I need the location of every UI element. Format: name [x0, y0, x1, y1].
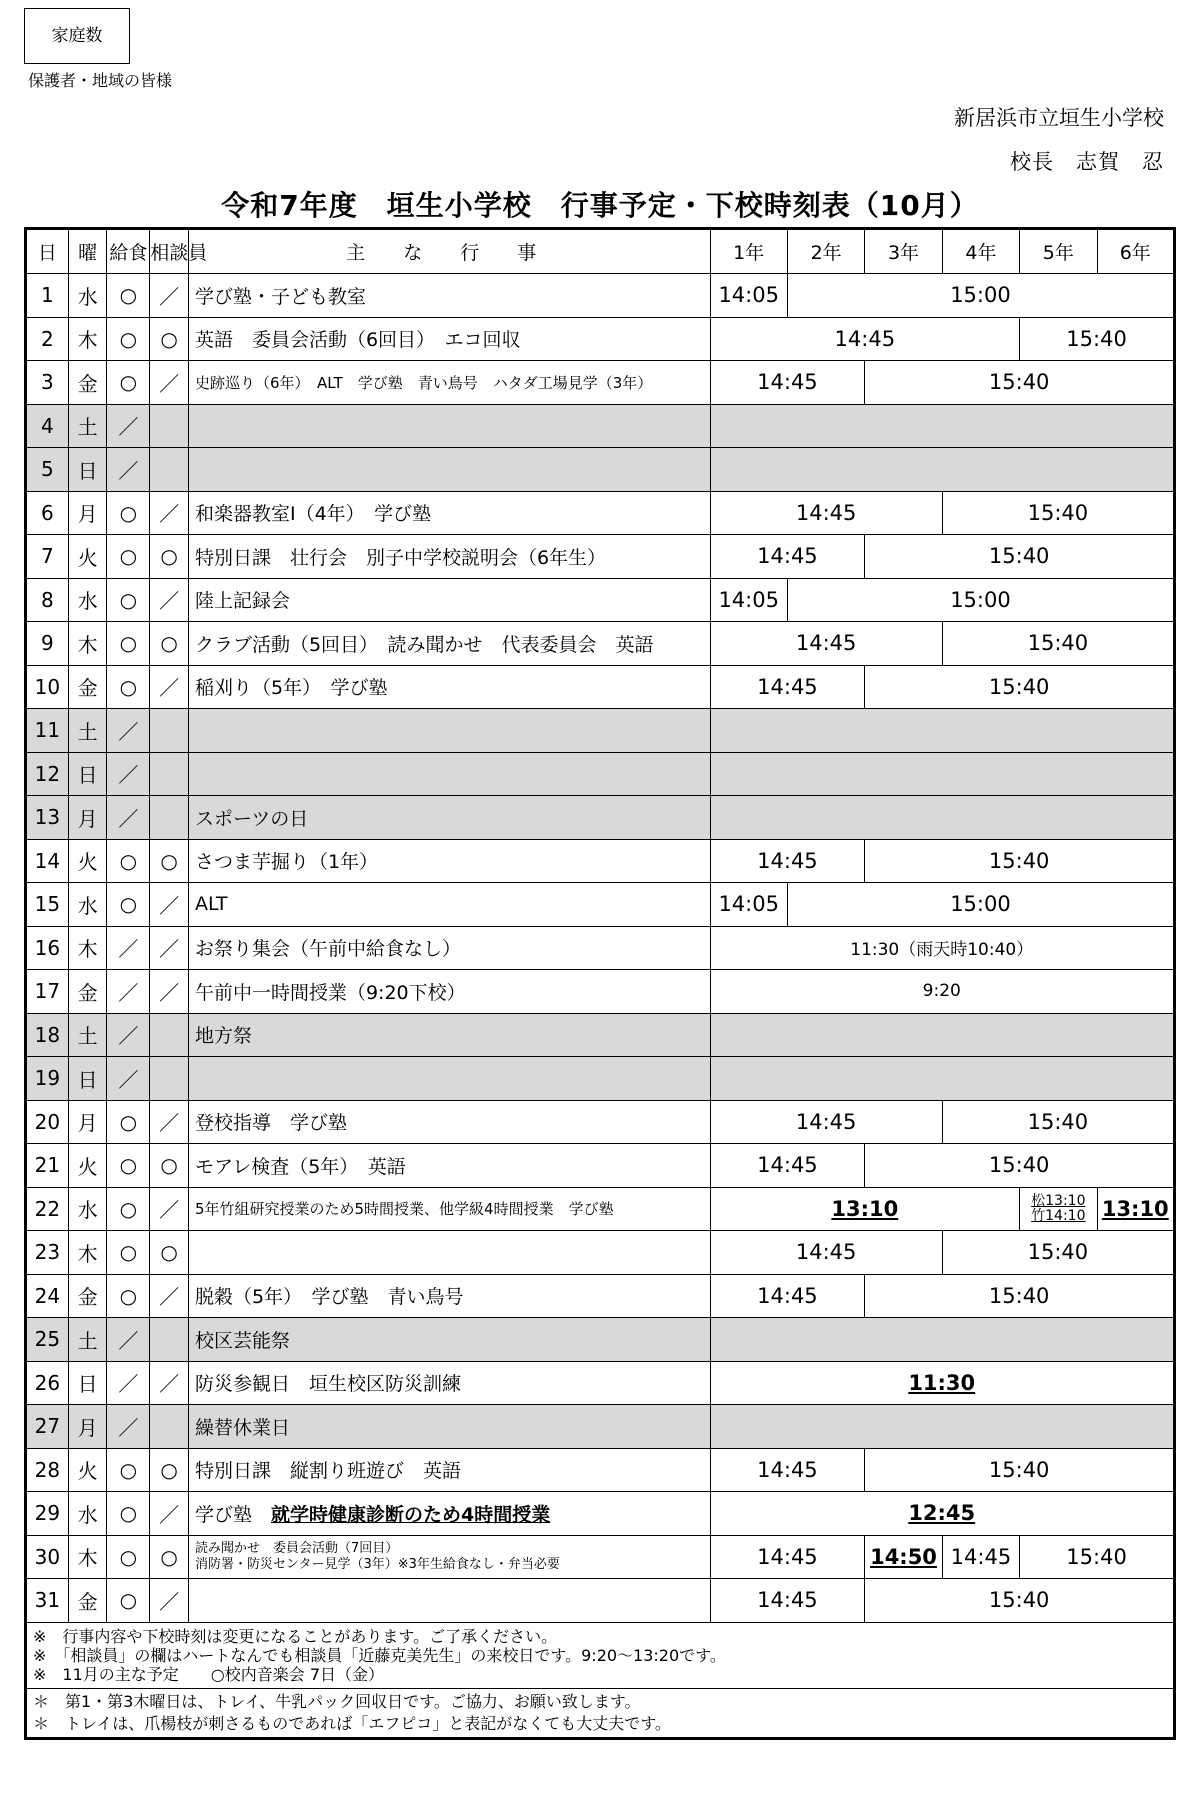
- time-cell: 15:40: [1020, 317, 1175, 361]
- table-row: [26, 1144, 1175, 1188]
- event-cell: 5年竹組研究授業のため5時間授業、他学級4時間授業 学び塾: [188, 1187, 710, 1231]
- weekday-cell: 日: [68, 448, 107, 492]
- counselor-cell: ○: [150, 317, 189, 361]
- weekday-cell: 木: [68, 317, 107, 361]
- day-cell: 4: [26, 404, 69, 448]
- weekday-cell: 水: [68, 578, 107, 622]
- counselor-cell: ／: [150, 1492, 189, 1536]
- time-cell: 15:00: [787, 883, 1174, 927]
- table-row: [26, 883, 1175, 927]
- table-row: [26, 317, 1175, 361]
- time-cell: [710, 709, 1175, 753]
- event-cell: 地方祭: [188, 1013, 710, 1057]
- time-cell: 14:45: [710, 1100, 942, 1144]
- day-cell: 26: [26, 1361, 69, 1405]
- time-cell: 14:50: [865, 1535, 942, 1579]
- header-row: [26, 229, 1175, 274]
- counselor-cell: [150, 709, 189, 753]
- counselor-cell: ／: [150, 1100, 189, 1144]
- table-row: [26, 1187, 1175, 1231]
- day-cell: 9: [26, 622, 69, 666]
- col-grade-3: 3年: [865, 229, 942, 274]
- time-cell-split: [1020, 1187, 1097, 1231]
- weekday-cell: 金: [68, 361, 107, 405]
- time-cell: 14:45: [710, 317, 1020, 361]
- table-row: [26, 361, 1175, 405]
- weekday-cell: 水: [68, 883, 107, 927]
- day-cell: 22: [26, 1187, 69, 1231]
- weekday-cell: 日: [68, 1057, 107, 1101]
- col-counselor: 相談員: [150, 229, 189, 274]
- lunch-cell: ／: [107, 709, 150, 753]
- time-cell: 13:10: [1097, 1187, 1174, 1231]
- weekday-cell: 火: [68, 839, 107, 883]
- distribution-tag: 家庭数: [24, 8, 130, 64]
- event-cell: 登校指導 学び塾: [188, 1100, 710, 1144]
- table-row: [26, 1448, 1175, 1492]
- day-cell: 25: [26, 1318, 69, 1362]
- counselor-cell: [150, 448, 189, 492]
- day-cell: 13: [26, 796, 69, 840]
- counselor-cell: ／: [150, 578, 189, 622]
- table-row: [26, 1013, 1175, 1057]
- counselor-cell: [150, 1013, 189, 1057]
- counselor-cell: ／: [150, 665, 189, 709]
- day-cell: 15: [26, 883, 69, 927]
- lunch-cell: ○: [107, 1535, 150, 1579]
- weekday-cell: 金: [68, 970, 107, 1014]
- table-row: [26, 796, 1175, 840]
- lunch-cell: ○: [107, 1187, 150, 1231]
- time-cell: 14:45: [710, 1144, 865, 1188]
- day-cell: 20: [26, 1100, 69, 1144]
- weekday-cell: 水: [68, 1492, 107, 1536]
- lunch-cell: ○: [107, 1144, 150, 1188]
- event-cell: [188, 1492, 710, 1536]
- table-row: [26, 491, 1175, 535]
- time-cell: 15:00: [787, 578, 1174, 622]
- note-line: ※ 行事内容や下校時刻は変更になることがあります。ご了承ください。: [33, 1626, 558, 1646]
- counselor-cell: [150, 404, 189, 448]
- weekday-cell: 月: [68, 1405, 107, 1449]
- counselor-cell: ○: [150, 535, 189, 579]
- col-grade-6: 6年: [1097, 229, 1174, 274]
- counselor-cell: ○: [150, 622, 189, 666]
- day-cell: 1: [26, 274, 69, 318]
- event-cell: [188, 1579, 710, 1623]
- recycling-notes: [26, 1688, 1175, 1738]
- lunch-cell: ○: [107, 1274, 150, 1318]
- lunch-cell: ／: [107, 404, 150, 448]
- schedule-table: [24, 227, 1176, 1740]
- weekday-cell: 木: [68, 1535, 107, 1579]
- lunch-cell: ／: [107, 1361, 150, 1405]
- note-line: ※ 11月の主な予定 ○校内音楽会 7日（金）: [33, 1664, 384, 1684]
- time-cell: 14:05: [710, 578, 787, 622]
- time-matsu: 松13:10: [1031, 1192, 1086, 1209]
- time-cell: 15:40: [865, 1274, 1175, 1318]
- event-cell: 和楽器教室Ⅰ（4年） 学び塾: [188, 491, 710, 535]
- day-cell: 8: [26, 578, 69, 622]
- event-highlight: 就学時健康診断のため4時間授業: [271, 1503, 551, 1526]
- lunch-cell: ○: [107, 274, 150, 318]
- table-row: [26, 1361, 1175, 1405]
- col-grade-4: 4年: [942, 229, 1019, 274]
- day-cell: 19: [26, 1057, 69, 1101]
- weekday-cell: 火: [68, 1448, 107, 1492]
- weekday-cell: 木: [68, 926, 107, 970]
- time-cell: [710, 404, 1175, 448]
- time-cell: 15:40: [865, 1144, 1175, 1188]
- day-cell: 12: [26, 752, 69, 796]
- weekday-cell: 木: [68, 622, 107, 666]
- lunch-cell: ○: [107, 1448, 150, 1492]
- event-cell: モアレ検査（5年） 英語: [188, 1144, 710, 1188]
- time-cell: 14:45: [710, 1579, 865, 1623]
- counselor-cell: ／: [150, 883, 189, 927]
- table-row: [26, 1318, 1175, 1362]
- day-cell: 2: [26, 317, 69, 361]
- time-cell: 11:30（雨天時10:40）: [710, 926, 1175, 970]
- day-cell: 3: [26, 361, 69, 405]
- counselor-cell: ／: [150, 970, 189, 1014]
- lunch-cell: ○: [107, 1492, 150, 1536]
- time-cell: 15:40: [865, 665, 1175, 709]
- day-cell: 29: [26, 1492, 69, 1536]
- time-cell: 14:45: [710, 665, 865, 709]
- table-row: [26, 448, 1175, 492]
- day-cell: 28: [26, 1448, 69, 1492]
- day-cell: 10: [26, 665, 69, 709]
- notes-block: [26, 1622, 1175, 1688]
- time-cell: 13:10: [710, 1187, 1020, 1231]
- counselor-cell: ／: [150, 1361, 189, 1405]
- lunch-cell: ／: [107, 448, 150, 492]
- weekday-cell: 木: [68, 1231, 107, 1275]
- table-row: [26, 1274, 1175, 1318]
- counselor-cell: ／: [150, 926, 189, 970]
- time-cell: 14:45: [942, 1535, 1019, 1579]
- event-cell: 学び塾・子ども教室: [188, 274, 710, 318]
- table-row: [26, 970, 1175, 1014]
- time-cell: 15:40: [865, 839, 1175, 883]
- lunch-cell: ○: [107, 1231, 150, 1275]
- weekday-cell: 火: [68, 1144, 107, 1188]
- lunch-cell: ○: [107, 665, 150, 709]
- lunch-cell: ○: [107, 622, 150, 666]
- lunch-cell: ／: [107, 970, 150, 1014]
- time-cell: 14:45: [710, 1274, 865, 1318]
- col-weekday: 曜: [68, 229, 107, 274]
- event-cell: [188, 1057, 710, 1101]
- event-cell: 特別日課 縦割り班遊び 英語: [188, 1448, 710, 1492]
- day-cell: 14: [26, 839, 69, 883]
- event-cell: 陸上記録会: [188, 578, 710, 622]
- col-grade-1: 1年: [710, 229, 787, 274]
- col-lunch: 給食: [107, 229, 150, 274]
- event-cell: さつま芋掘り（1年）: [188, 839, 710, 883]
- day-cell: 7: [26, 535, 69, 579]
- time-cell: 14:45: [710, 1231, 942, 1275]
- event-cell: 校区芸能祭: [188, 1318, 710, 1362]
- lunch-cell: ／: [107, 796, 150, 840]
- counselor-cell: ○: [150, 1535, 189, 1579]
- day-cell: 27: [26, 1405, 69, 1449]
- day-cell: 16: [26, 926, 69, 970]
- day-cell: 5: [26, 448, 69, 492]
- event-cell: ALT: [188, 883, 710, 927]
- event-cell: [188, 1535, 710, 1579]
- day-cell: 18: [26, 1013, 69, 1057]
- counselor-cell: ○: [150, 1448, 189, 1492]
- time-cell: [710, 1057, 1175, 1101]
- weekday-cell: 土: [68, 1013, 107, 1057]
- time-cell: 14:45: [710, 1448, 865, 1492]
- table-row: [26, 1405, 1175, 1449]
- time-cell: 14:45: [710, 535, 865, 579]
- time-cell: 15:40: [942, 1100, 1174, 1144]
- counselor-cell: ／: [150, 1187, 189, 1231]
- table-row: [26, 665, 1175, 709]
- counselor-cell: ○: [150, 1144, 189, 1188]
- weekday-cell: 水: [68, 274, 107, 318]
- weekday-cell: 金: [68, 665, 107, 709]
- weekday-cell: 日: [68, 1361, 107, 1405]
- time-cell: 12:45: [710, 1492, 1175, 1536]
- day-cell: 31: [26, 1579, 69, 1623]
- time-cell: 15:40: [865, 1448, 1175, 1492]
- time-cell: 14:45: [710, 1535, 865, 1579]
- day-cell: 11: [26, 709, 69, 753]
- notes-row: [26, 1622, 1175, 1688]
- weekday-cell: 火: [68, 535, 107, 579]
- weekday-cell: 水: [68, 1187, 107, 1231]
- time-cell: 15:40: [1020, 1535, 1175, 1579]
- day-cell: 24: [26, 1274, 69, 1318]
- col-grade-5: 5年: [1020, 229, 1097, 274]
- event-cell: 防災参観日 垣生校区防災訓練: [188, 1361, 710, 1405]
- event-cell: 午前中一時間授業（9:20下校）: [188, 970, 710, 1014]
- lunch-cell: ○: [107, 491, 150, 535]
- lunch-cell: ／: [107, 1405, 150, 1449]
- lunch-cell: ○: [107, 839, 150, 883]
- addressee: 保護者・地域の皆様: [28, 71, 173, 90]
- counselor-cell: [150, 1405, 189, 1449]
- lunch-cell: ○: [107, 1579, 150, 1623]
- event-cell: [188, 752, 710, 796]
- day-cell: 6: [26, 491, 69, 535]
- counselor-cell: ／: [150, 491, 189, 535]
- time-cell: 15:40: [942, 491, 1174, 535]
- counselor-cell: [150, 1057, 189, 1101]
- table-row: [26, 622, 1175, 666]
- counselor-cell: [150, 1318, 189, 1362]
- time-cell: 14:45: [710, 622, 942, 666]
- event-cell: 繰替休業日: [188, 1405, 710, 1449]
- time-cell: [710, 752, 1175, 796]
- event-cell: 稲刈り（5年） 学び塾: [188, 665, 710, 709]
- time-cell: 14:45: [710, 491, 942, 535]
- time-cell: 15:40: [942, 622, 1174, 666]
- table-row: [26, 1100, 1175, 1144]
- lunch-cell: ○: [107, 535, 150, 579]
- counselor-cell: ／: [150, 1274, 189, 1318]
- lunch-cell: ○: [107, 1100, 150, 1144]
- lunch-cell: ／: [107, 1057, 150, 1101]
- weekday-cell: 月: [68, 1100, 107, 1144]
- event-cell: [188, 1231, 710, 1275]
- event-cell: [188, 709, 710, 753]
- time-take: 竹14:10: [1031, 1207, 1086, 1224]
- day-cell: 21: [26, 1144, 69, 1188]
- lunch-cell: ○: [107, 883, 150, 927]
- counselor-cell: [150, 796, 189, 840]
- weekday-cell: 金: [68, 1579, 107, 1623]
- event-cell: 特別日課 壮行会 別子中学校説明会（6年生）: [188, 535, 710, 579]
- weekday-cell: 月: [68, 796, 107, 840]
- col-events: 主 な 行 事: [188, 229, 710, 274]
- event-cell: [188, 448, 710, 492]
- time-cell: 14:45: [710, 361, 865, 405]
- time-cell: [710, 796, 1175, 840]
- lunch-cell: ／: [107, 1013, 150, 1057]
- counselor-cell: ○: [150, 839, 189, 883]
- counselor-cell: [150, 752, 189, 796]
- page-title: 令和7年度 垣生小学校 行事予定・下校時刻表（10月）: [221, 189, 979, 222]
- table-row: [26, 709, 1175, 753]
- event-line-2: 消防署・防災センター見学（3年）※3年生給食なし・弁当必要: [194, 1556, 560, 1572]
- event-cell: 脱穀（5年） 学び塾 青い鳥号: [188, 1274, 710, 1318]
- event-cell: スポーツの日: [188, 796, 710, 840]
- table-row: [26, 535, 1175, 579]
- counselor-cell: ／: [150, 274, 189, 318]
- event-cell: クラブ活動（5回目） 読み聞かせ 代表委員会 英語: [188, 622, 710, 666]
- time-cell: [710, 1405, 1175, 1449]
- day-cell: 17: [26, 970, 69, 1014]
- table-row: [26, 274, 1175, 318]
- time-cell: [710, 1318, 1175, 1362]
- table-row: [26, 752, 1175, 796]
- counselor-cell: ／: [150, 361, 189, 405]
- event-cell: 史跡巡り（6年） ALT 学び塾 青い鳥号 ハタダ工場見学（3年）: [188, 361, 710, 405]
- event-cell: 英語 委員会活動（6回目） エコ回収: [188, 317, 710, 361]
- event-line-1: 読み聞かせ 委員会活動（7回目）: [194, 1540, 399, 1556]
- time-cell: 15:40: [865, 361, 1175, 405]
- time-cell: 15:40: [942, 1231, 1174, 1275]
- notes-row-2: [26, 1688, 1175, 1738]
- table-row: [26, 1579, 1175, 1623]
- weekday-cell: 日: [68, 752, 107, 796]
- table-row: [26, 1535, 1175, 1579]
- lunch-cell: ○: [107, 361, 150, 405]
- table-row: [26, 1057, 1175, 1101]
- note-line: ＊ トレイは、爪楊枝が刺さるものであれば「エフピコ」と表記がなくても大丈夫です。: [33, 1713, 671, 1733]
- lunch-cell: ○: [107, 578, 150, 622]
- school-name: 新居浜市立垣生小学校: [954, 106, 1164, 130]
- day-cell: 23: [26, 1231, 69, 1275]
- lunch-cell: ／: [107, 1318, 150, 1362]
- lunch-cell: ○: [107, 317, 150, 361]
- table-row: [26, 578, 1175, 622]
- time-cell: 9:20: [710, 970, 1175, 1014]
- col-day: 日: [26, 229, 69, 274]
- weekday-cell: 金: [68, 1274, 107, 1318]
- counselor-cell: ／: [150, 1579, 189, 1623]
- time-cell: 14:05: [710, 274, 787, 318]
- event-text: 学び塾: [194, 1503, 252, 1526]
- table-row: [26, 404, 1175, 448]
- weekday-cell: 月: [68, 491, 107, 535]
- lunch-cell: ／: [107, 752, 150, 796]
- counselor-cell: ○: [150, 1231, 189, 1275]
- time-cell: 14:05: [710, 883, 787, 927]
- time-cell: 14:45: [710, 839, 865, 883]
- principal-name: 校長 志賀 忍: [1010, 150, 1164, 174]
- table-row: [26, 1231, 1175, 1275]
- event-cell: [188, 404, 710, 448]
- time-cell: [710, 1013, 1175, 1057]
- weekday-cell: 土: [68, 404, 107, 448]
- time-cell: 15:00: [787, 274, 1174, 318]
- table-row: [26, 839, 1175, 883]
- note-line: ＊ 第1・第3木曜日は、トレイ、牛乳パック回収日です。ご協力、お願い致します。: [33, 1691, 641, 1711]
- weekday-cell: 土: [68, 1318, 107, 1362]
- lunch-cell: ／: [107, 926, 150, 970]
- table-row: [26, 1492, 1175, 1536]
- time-cell: 15:40: [865, 535, 1175, 579]
- time-cell: 15:40: [865, 1579, 1175, 1623]
- col-grade-2: 2年: [787, 229, 864, 274]
- time-cell: 11:30: [710, 1361, 1175, 1405]
- note-line: ※ 「相談員」の欄はハートなんでも相談員「近藤克美先生」の来校日です。9:20～13:20です。: [33, 1645, 726, 1665]
- event-cell: お祭り集会（午前中給食なし）: [188, 926, 710, 970]
- table-row: [26, 926, 1175, 970]
- time-cell: [710, 448, 1175, 492]
- weekday-cell: 土: [68, 709, 107, 753]
- day-cell: 30: [26, 1535, 69, 1579]
